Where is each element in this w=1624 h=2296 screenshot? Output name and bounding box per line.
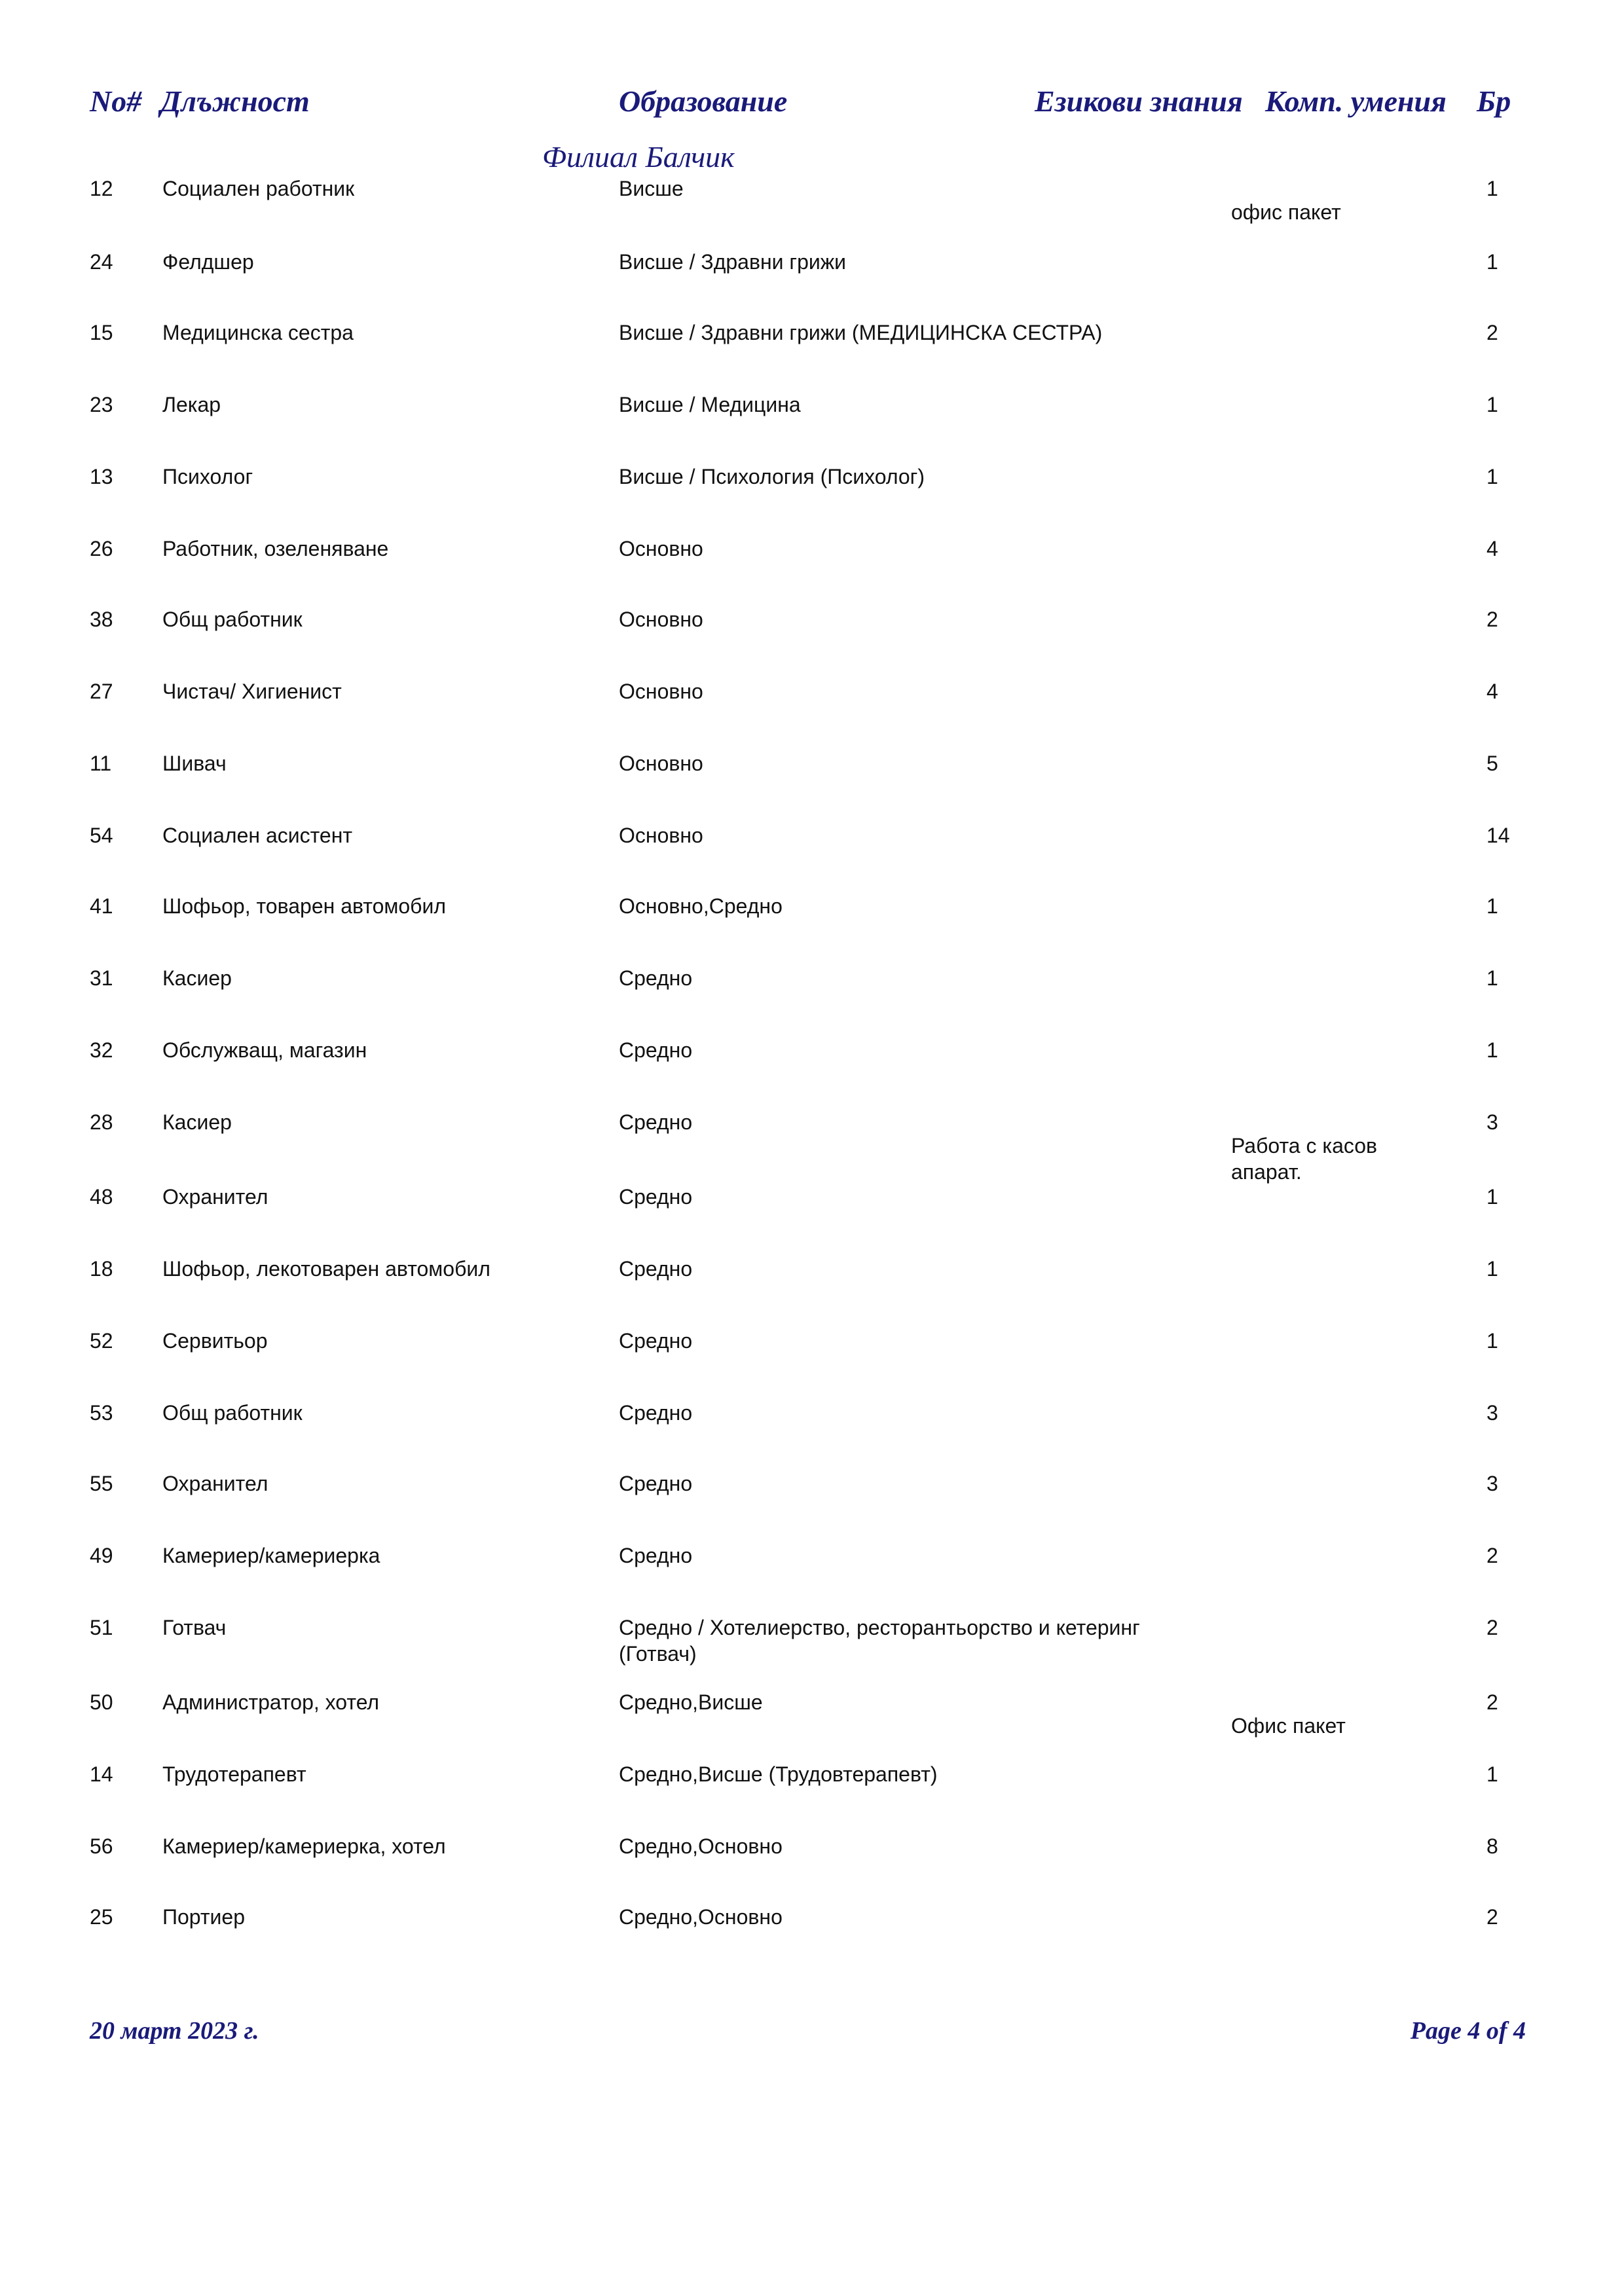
header-computer-skills: Комп. умения: [1265, 84, 1447, 118]
row-no: 41: [90, 894, 113, 918]
table-row: [0, 1542, 1624, 1601]
row-no: 51: [90, 1616, 113, 1639]
row-count: 2: [1486, 1544, 1498, 1567]
row-education: Висше / Здравни грижи (МЕДИЦИНСКА СЕСТРА): [619, 321, 1103, 344]
row-no: 15: [90, 321, 113, 344]
header-count: Бр: [1477, 84, 1511, 118]
row-count: 1: [1486, 1185, 1498, 1209]
row-no: 38: [90, 608, 113, 631]
row-count: 4: [1486, 537, 1498, 560]
table-row: [0, 750, 1624, 809]
row-position: Шивач: [162, 752, 227, 775]
row-position: Медицинска сестра: [162, 321, 354, 344]
table-row: [0, 965, 1624, 1024]
row-education: Средно: [619, 1257, 693, 1281]
row-no: 28: [90, 1110, 113, 1134]
row-no: 24: [90, 250, 113, 274]
row-education: Средно: [619, 1185, 693, 1209]
row-position: Шофьор, товарен автомобил: [162, 894, 447, 918]
row-education: Средно: [619, 1038, 693, 1062]
row-education: Средно / Хотелиерство, ресторантьорство и кетеринг (Готвач): [619, 1616, 1140, 1666]
row-position: Трудотерапевт: [162, 1762, 306, 1786]
row-count: 1: [1486, 966, 1498, 990]
row-no: 18: [90, 1257, 113, 1281]
row-position: Готвач: [162, 1616, 227, 1639]
header-education: Образование: [619, 84, 788, 118]
row-count: 1: [1486, 250, 1498, 274]
row-education: Средно,Висше (Трудовтерапевт): [619, 1762, 938, 1786]
row-count: 1: [1486, 393, 1498, 416]
row-computer-skills: Офис пакет: [1231, 1714, 1346, 1738]
row-education: Основно: [619, 537, 703, 560]
footer-page: Page 4 of 4: [1410, 2017, 1526, 2045]
header-position: Длъжност: [160, 84, 310, 118]
row-count: 2: [1486, 1690, 1498, 1714]
row-position: Сервитьор: [162, 1329, 268, 1353]
row-count: 3: [1486, 1401, 1498, 1425]
row-count: 1: [1486, 1038, 1498, 1062]
row-count: 14: [1486, 824, 1510, 847]
row-education: Основно: [619, 680, 703, 703]
row-no: 14: [90, 1762, 113, 1786]
header-languages: Езикови знания: [1035, 84, 1243, 118]
row-no: 12: [90, 177, 113, 200]
row-education: Средно: [619, 1544, 693, 1567]
row-education: Висше / Психология (Психолог): [619, 465, 925, 488]
table-row: [0, 319, 1624, 378]
row-count: 2: [1486, 1616, 1498, 1639]
row-position: Психолог: [162, 465, 253, 488]
table-row: [0, 536, 1624, 594]
table-row: [0, 678, 1624, 737]
row-education: Средно,Основно: [619, 1834, 783, 1858]
row-position: Обслужващ, магазин: [162, 1038, 367, 1062]
row-count: 2: [1486, 321, 1498, 344]
row-position: Лекар: [162, 393, 221, 416]
table-row: [0, 822, 1624, 881]
row-education: Средно: [619, 1110, 693, 1134]
table-row: [0, 1400, 1624, 1459]
row-count: 2: [1486, 1905, 1498, 1929]
footer-date: 20 март 2023 г.: [90, 2017, 259, 2045]
row-computer-skills: Работа с касов апарат.: [1231, 1134, 1378, 1184]
table-row: [0, 606, 1624, 665]
row-no: 27: [90, 680, 113, 703]
row-count: 3: [1486, 1472, 1498, 1495]
row-count: 1: [1486, 1257, 1498, 1281]
row-education: Висше / Медицина: [619, 393, 801, 416]
row-position: Охранител: [162, 1185, 268, 1209]
row-education: Основно,Средно: [619, 894, 783, 918]
row-no: 52: [90, 1329, 113, 1353]
row-education: Средно: [619, 1401, 693, 1425]
table-row: [0, 1833, 1624, 1892]
table-row: [0, 1904, 1624, 1963]
row-education: Основно: [619, 608, 703, 631]
table-row: [0, 1761, 1624, 1820]
row-position: Администратор, хотел: [162, 1690, 380, 1714]
header-no: No#: [90, 84, 142, 118]
row-no: 25: [90, 1905, 113, 1929]
row-count: 1: [1486, 465, 1498, 488]
row-count: 5: [1486, 752, 1498, 775]
row-position: Общ работник: [162, 608, 303, 631]
row-education: Средно: [619, 1329, 693, 1353]
table-row: [0, 1184, 1624, 1243]
table-row: [0, 1614, 1624, 1673]
row-position: Шофьор, лекотоварен автомобил: [162, 1257, 490, 1281]
row-education: Висше / Здравни грижи: [619, 250, 847, 274]
table-row: [0, 1256, 1624, 1315]
row-position: Камериер/камериерка, хотел: [162, 1834, 446, 1858]
table-row: [0, 1109, 1624, 1184]
row-position: Социален асистент: [162, 824, 353, 847]
row-no: 53: [90, 1401, 113, 1425]
table-row: [0, 1328, 1624, 1387]
table-row: [0, 893, 1624, 952]
row-count: 1: [1486, 1329, 1498, 1353]
table-row: [0, 464, 1624, 522]
row-position: Работник, озеленяване: [162, 537, 389, 560]
row-no: 56: [90, 1834, 113, 1858]
row-count: 1: [1486, 894, 1498, 918]
branch-title: Филиал Балчик: [542, 140, 735, 173]
row-position: Портиер: [162, 1905, 246, 1929]
row-education: Основно: [619, 752, 703, 775]
row-education: Средно,Висше: [619, 1690, 763, 1714]
row-education: Висше: [619, 177, 684, 200]
row-position: Камериер/камериерка: [162, 1544, 380, 1567]
row-position: Общ работник: [162, 1401, 303, 1425]
row-education: Средно,Основно: [619, 1905, 783, 1929]
row-no: 31: [90, 966, 113, 990]
row-position: Чистач/ Хигиенист: [162, 680, 342, 703]
row-position: Социален работник: [162, 177, 355, 200]
row-no: 48: [90, 1185, 113, 1209]
row-position: Касиер: [162, 966, 232, 990]
row-count: 2: [1486, 608, 1498, 631]
row-count: 1: [1486, 177, 1498, 200]
row-no: 13: [90, 465, 113, 488]
table-row: [0, 1689, 1624, 1748]
table-row: [0, 249, 1624, 308]
row-no: 23: [90, 393, 113, 416]
row-education: Средно: [619, 966, 693, 990]
row-count: 1: [1486, 1762, 1498, 1786]
row-position: Охранител: [162, 1472, 268, 1495]
table-row: [0, 1037, 1624, 1096]
row-count: 8: [1486, 1834, 1498, 1858]
row-computer-skills: офис пакет: [1231, 200, 1341, 224]
row-no: 54: [90, 824, 113, 847]
row-no: 32: [90, 1038, 113, 1062]
row-no: 11: [90, 752, 112, 775]
row-education: Основно: [619, 824, 703, 847]
row-no: 49: [90, 1544, 113, 1567]
row-no: 55: [90, 1472, 113, 1495]
row-education: Средно: [619, 1472, 693, 1495]
table-row: [0, 1470, 1624, 1529]
row-count: 3: [1486, 1110, 1498, 1134]
row-no: 50: [90, 1690, 113, 1714]
row-count: 4: [1486, 680, 1498, 703]
row-no: 26: [90, 537, 113, 560]
table-row: [0, 175, 1624, 234]
row-position: Фелдшер: [162, 250, 254, 274]
table-row: [0, 392, 1624, 450]
row-position: Касиер: [162, 1110, 232, 1134]
